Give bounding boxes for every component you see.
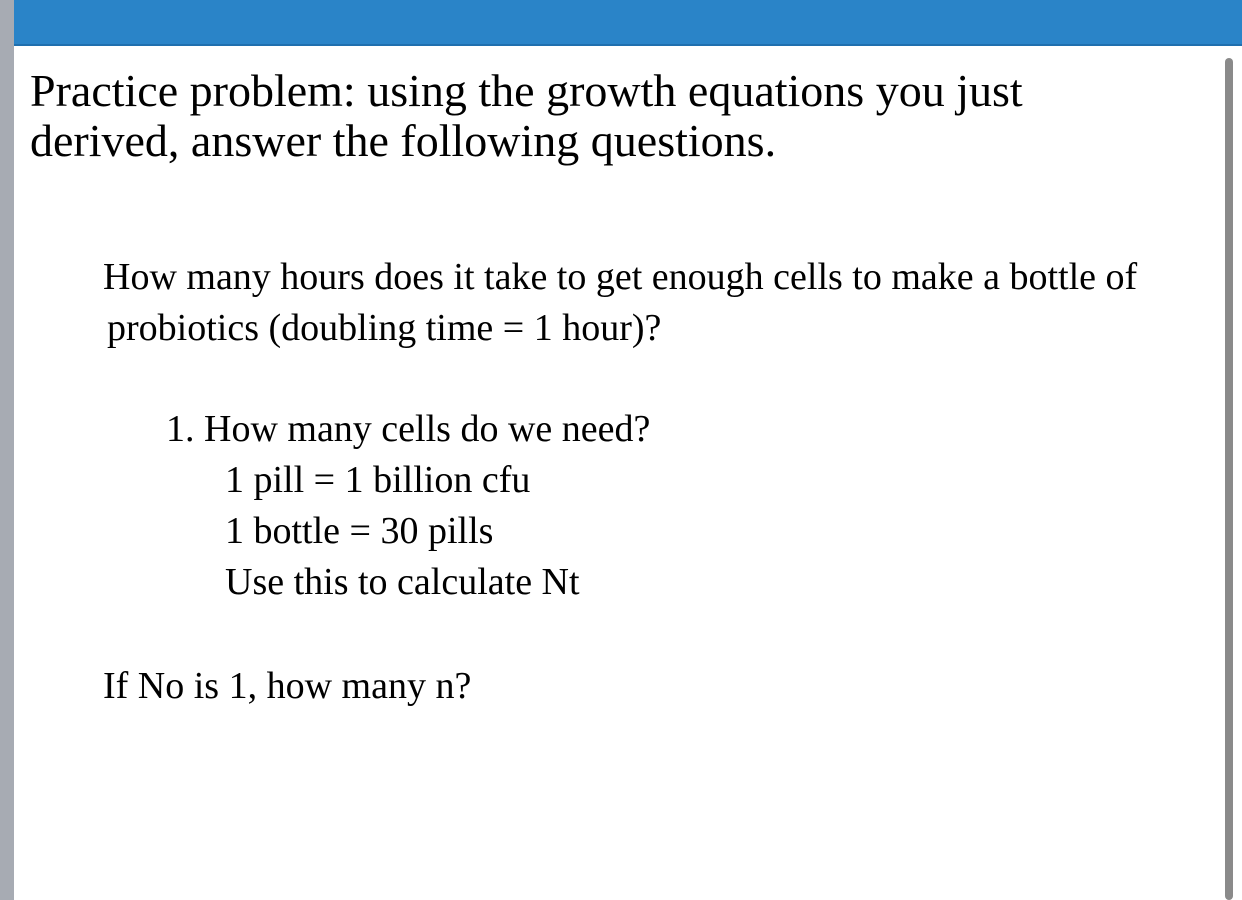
calculate-nt-line: Use this to calculate Nt bbox=[225, 561, 580, 603]
followup-question: If No is 1, how many n? bbox=[103, 665, 472, 707]
step-1-details bbox=[225, 455, 580, 608]
question-line-1: How many hours does it take to get enough cells to make a bottle of bbox=[103, 256, 1138, 298]
pill-cfu-line: 1 pill = 1 billion cfu bbox=[225, 459, 531, 501]
left-window-edge bbox=[0, 0, 14, 900]
slide-content bbox=[14, 46, 1222, 900]
slide-title: Practice problem: using the growth equations you just derived, answer the following questions. bbox=[30, 65, 1023, 166]
question-line-2: probiotics (doubling time = 1 hour)? bbox=[107, 307, 662, 349]
step-1-title: 1. How many cells do we need? bbox=[166, 408, 651, 450]
header-bar bbox=[14, 0, 1242, 46]
probiotics-question bbox=[103, 252, 1233, 354]
bottle-pills-line: 1 bottle = 30 pills bbox=[225, 510, 494, 552]
vertical-scrollbar[interactable] bbox=[1225, 58, 1233, 900]
